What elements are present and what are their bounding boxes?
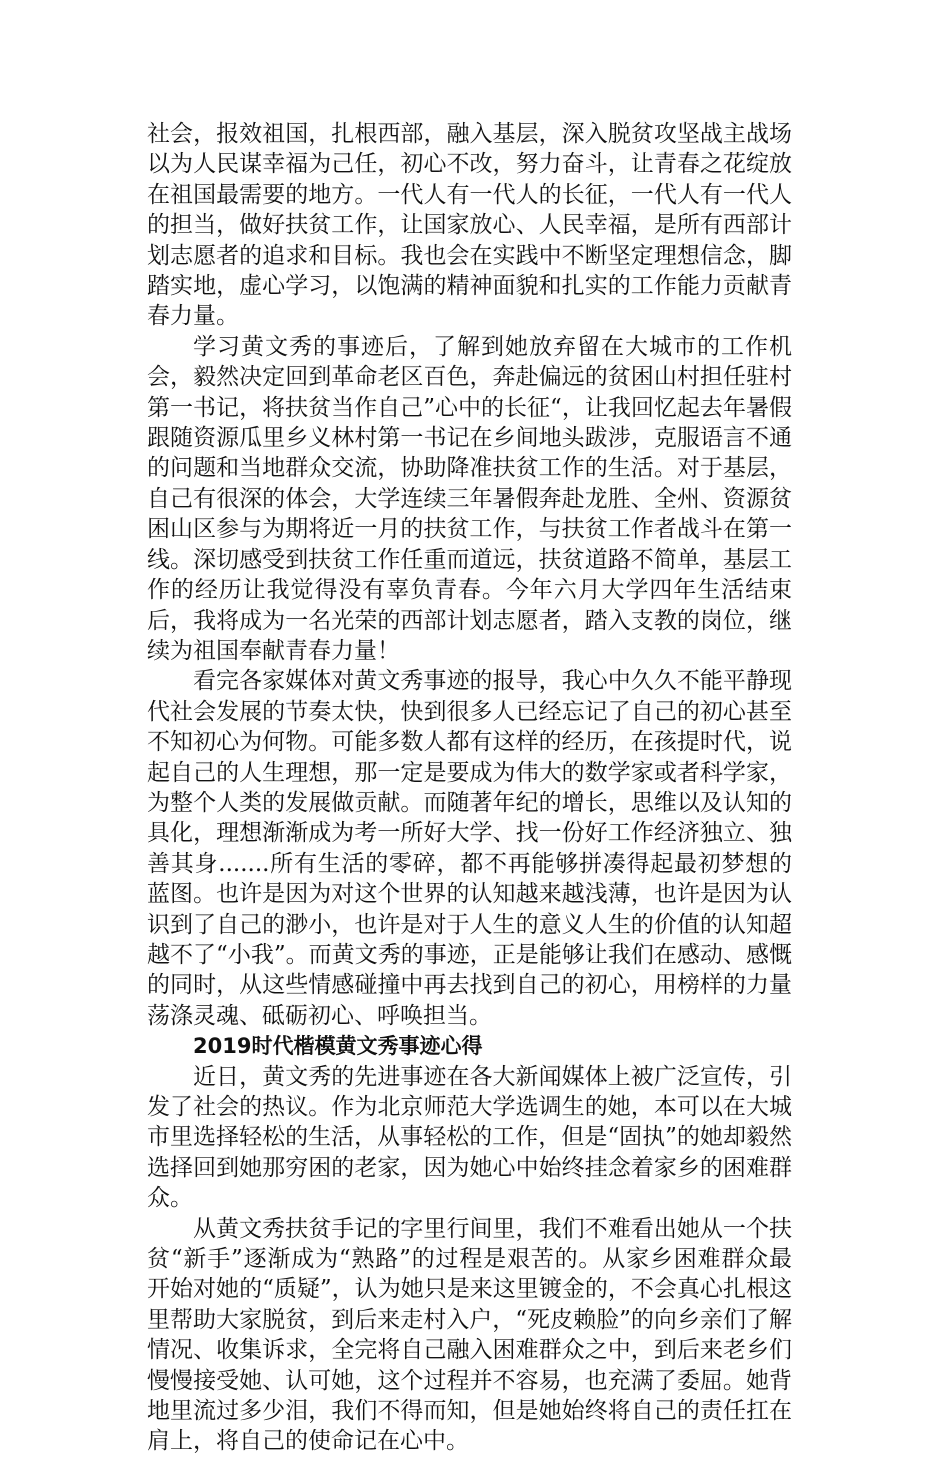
paragraph-3: 看完各家媒体对黄文秀事迹的报导，我心中久久不能平静现代社会发展的节奏太快，快到很多人已经忘记了自己的初心甚至不知初心为何物。可能多数人都有这样的经历，在孩提时代，说起自己的人生理想，那一定是要成为伟大的数学家或者科学家，为整个人类的发展做贡献。而随著年纪的增长，思维以及认知的具化，理想渐渐成为考一所好大学、找一份好工作经济独立、独善其身.......所有生活的零碎，都不再能够拼凑得起最初梦想的蓝图。也许是因为对这个世界的认知越来越浅薄，也许是因为认识到了自己的渺小，也许是对于人生的意义人生的价值的认知超越不了“小我”。而黄文秀的事迹，正是能够让我们在感动、感慨的同时，从这些情感碰撞中再去找到自己的初心，用榜样的力量荡涤灵魂、砥砺初心、呼唤担当。 xyxy=(147,668,792,1029)
paragraph-4: 近日，黄文秀的先进事迹在各大新闻媒体上被广泛宣传，引发了社会的热议。作为北京师范大学选调生的她，本可以在大城市里选择轻松的生活，从事轻松的工作，但是“固执”的她却毅然选择回到她那穷困的老家，因为她心中始终挂念着家乡的困难群众。 xyxy=(147,1063,792,1212)
paragraph-2: 学习黄文秀的事迹后，了解到她放弃留在大城市的工作机会，毅然决定回到革命老区百色，奔赴偏远的贫困山村担任驻村第一书记，将扶贫当作自己”心中的长征“，让我回忆起去年暑假跟随资源瓜里乡义林村第一书记在乡间地头跋涉，克服语言不通的问题和当地群众交流，协助降准扶贫工作的生活。对于基层，自己有很深的体会，大学连续三年暑假奔赴龙胜、全州、资源贫困山区参与为期将近一月的扶贫工作，与扶贫工作者战斗在第一线。深切感受到扶贫工作任重而道远，扶贫道路不简单，基层工作的经历让我觉得没有辜负青春。今年六月大学四年生活结束后，我将成为一名光荣的西部计划志愿者，踏入支教的岗位，继续为祖国奉献青春力量！ xyxy=(147,333,792,664)
paragraph-1: 社会，报效祖国，扎根西部，融入基层，深入脱贫攻坚战主战场以为人民谋幸福为己任，初心不改，努力奋斗，让青春之花绽放在祖国最需要的地方。一代人有一代人的长征，一代人有一代人的担当，做好扶贫工作，让国家放心、人民幸福，是所有西部计划志愿者的追求和目标。我也会在实践中不断坚定理想信念，脚踏实地，虚心学习，以饱满的精神面貌和扎实的工作能力贡献青春力量。 xyxy=(147,121,792,330)
document-page xyxy=(147,119,792,1457)
paragraph-5: 从黄文秀扶贫手记的字里行间里，我们不难看出她从一个扶贫“新手”逐渐成为“熟路”的过程是艰苦的。从家乡困难群众最开始对她的“质疑”，认为她只是来这里镀金的，不会真心扎根这里帮助大家脱贫，到后来走村入户，“死皮赖脸”的向乡亲们了解情况、收集诉求，全完将自己融入困难群众之中，到后来老乡们慢慢接受她、认可她，这个过程并不容易，也充满了委屈。她背地里流过多少泪，我们不得而知，但是她始终将自己的责任扛在肩上，将自己的使命记在心中。 xyxy=(147,1215,792,1455)
section-heading: 2019时代楷模黄文秀事迹心得 xyxy=(193,1034,483,1059)
